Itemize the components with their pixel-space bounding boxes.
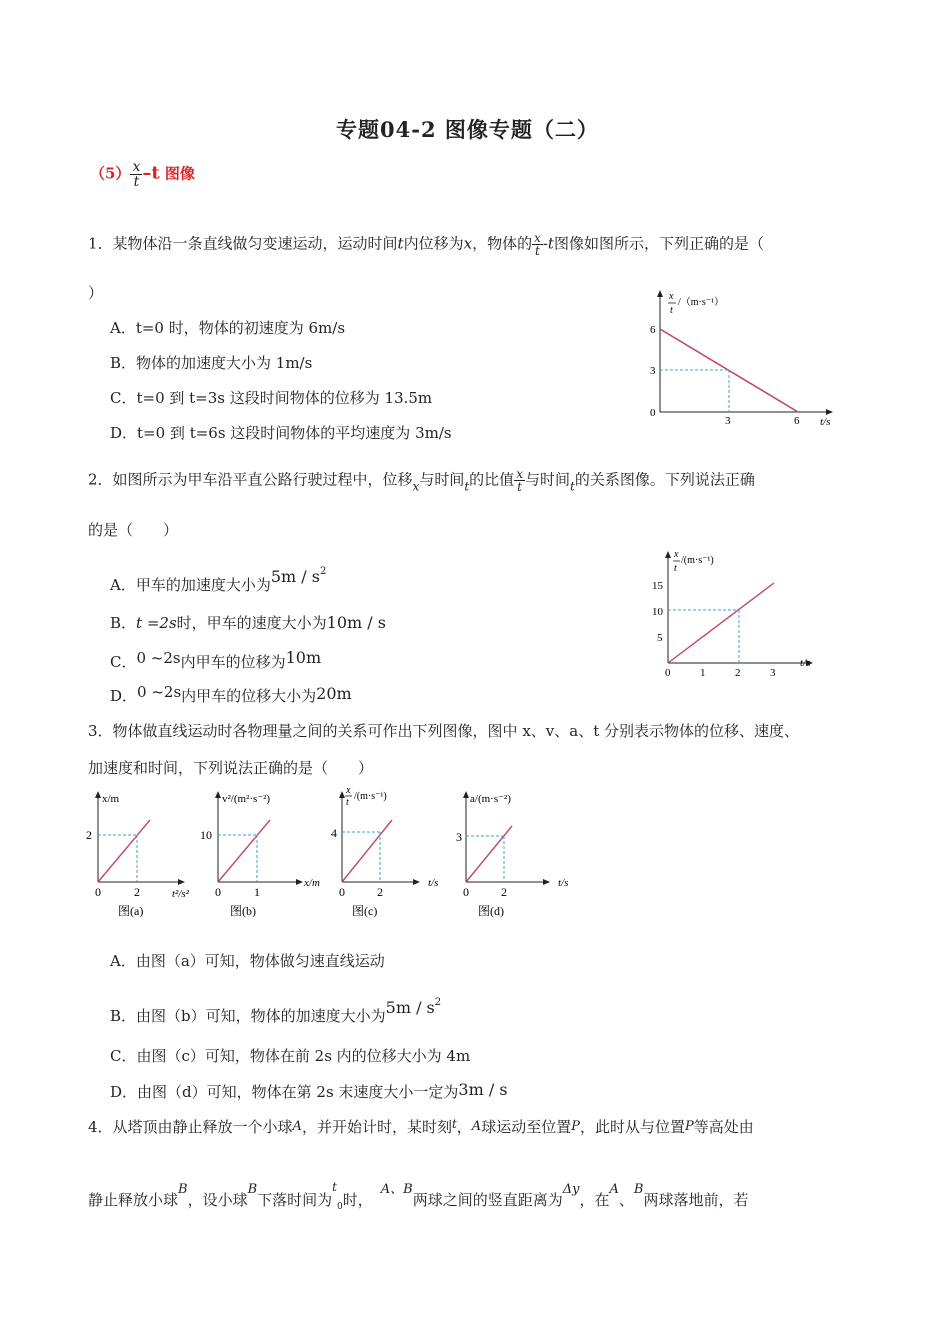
q3-option-b: B．由图（b）可知，物体的加速度大小为$5m / s^2$ <box>110 997 442 1025</box>
q1-option-a: A．t=0 时，物体的初速度为 6m/s <box>110 319 346 337</box>
fig1-xtick: 6 <box>794 415 800 427</box>
fig3c-ylabel-den: t <box>346 797 349 808</box>
fig3a <box>86 791 190 918</box>
q3-stem-line2: 加速度和时间，下列说法正确的是（ ） <box>88 759 374 777</box>
fig3c-xtick: 0 <box>339 885 345 899</box>
q3-figures <box>80 782 580 922</box>
fig1-ylabel-num: x <box>669 291 674 302</box>
q1-fraction: $\frac{x}{t}$ <box>534 231 541 258</box>
fig2-xtick: 0 <box>665 667 671 679</box>
q1-close: ） <box>88 284 104 302</box>
q2-option-c: C．0 ~2s内甲车的位移为10m <box>110 648 322 671</box>
fig3c-ylabel: /(m·s⁻¹) <box>354 791 387 802</box>
fig3a-ylabel: x/m <box>102 793 120 805</box>
fig3c <box>331 785 438 918</box>
fig3d-xtick: 0 <box>463 885 469 899</box>
fig3c-caption: 图(c) <box>352 904 378 918</box>
fig3d-line <box>466 826 512 882</box>
fig2-ylabel-den: t <box>674 563 677 574</box>
fig3a-caption: 图(a) <box>118 904 144 918</box>
fig3b-caption: 图(b) <box>230 904 256 918</box>
fig3c-ylabel-num: x <box>346 785 351 796</box>
fig3a-xtick: 2 <box>134 885 140 899</box>
section-prefix: （5） <box>90 164 131 183</box>
fig3d-xtick: 2 <box>501 885 507 899</box>
section-suffix: –t <box>142 162 160 184</box>
fig2-ytick: 10 <box>652 606 663 618</box>
fig2-ylabel-num: x <box>674 549 679 560</box>
fig3b-ylabel: v²/(m²·s⁻²) <box>222 793 271 805</box>
fig3a-xlabel: t²/s² <box>172 888 189 900</box>
q2-option-a: A．甲车的加速度大小为$5m / s^2$ <box>110 566 327 594</box>
fig3b-line <box>218 820 270 882</box>
q2-fraction: $\frac{x}{t}$ <box>516 467 523 494</box>
section-heading <box>90 160 195 189</box>
fig2-xtick: 3 <box>770 667 776 679</box>
fig1-ylabel-den: t <box>670 305 673 316</box>
fig3c-xlabel: t/s <box>428 877 439 889</box>
fig1-xlabel: t/s <box>820 416 831 428</box>
q4-line2: 静止释放小球B，设小球B下落时间为$^t_0$时，A、B两球之间的竖直距离为Δy，在A、B两球落地前，若 <box>88 1180 749 1212</box>
fig3d-xlabel: t/s <box>558 877 569 889</box>
fig3b-ytick: 10 <box>200 828 212 842</box>
fig1-ytick: 6 <box>650 324 656 336</box>
q3-option-a: A．由图（a）可知，物体做匀速直线运动 <box>110 952 385 970</box>
q2-option-b: B．t =2s时，甲车的速度大小为10m / s <box>110 613 386 632</box>
fig3c-xtick: 2 <box>377 885 383 899</box>
q1-figure <box>640 285 840 430</box>
q2-stem: 2．如图所示为甲车沿平直公路行驶过程中，位移$_x$与时间$_t$的比值 $\frac{x}{t}$ 与时间$_t$的关系图像。下列说法正确 <box>88 467 755 494</box>
fig2-xtick: 1 <box>700 667 706 679</box>
fig3d-ytick: 3 <box>456 830 462 844</box>
fig2-xlabel: t/s <box>800 657 811 669</box>
q2-figure <box>648 545 828 680</box>
fig1-ytick: 0 <box>650 407 656 419</box>
fig3b <box>200 791 320 918</box>
fig3a-ytick: 2 <box>86 828 92 842</box>
fig3b-xtick: 1 <box>254 885 260 899</box>
q2-option-d: D．0 ~2s内甲车的位移大小为20m <box>110 683 352 705</box>
q1-option-d: D．t=0 到 t=6s 这段时间物体的平均速度为 3m/s <box>110 424 452 442</box>
q1-option-b: B．物体的加速度大小为 1m/s <box>110 354 313 372</box>
fig3b-xlabel: x/m <box>304 877 320 889</box>
section-fraction: $\frac{x}{t}$ <box>132 159 141 190</box>
q3-option-d: D．由图（d）可知，物体在第 2s 末速度大小一定为3m / s <box>110 1080 508 1101</box>
fig1-xtick: 3 <box>725 415 731 427</box>
q4-line1: 4．从塔顶由静止释放一个小球A，并开始计时，某时刻$^t$，A球运动至位置P，此时从与位置P等高处由 <box>88 1117 754 1136</box>
fig2-ytick: 5 <box>657 632 663 644</box>
fig2-xtick: 2 <box>735 667 741 679</box>
section-tail: 图像 <box>159 164 195 183</box>
q2-line2: 的是（ ） <box>88 521 179 539</box>
q3-stem: 3．物体做直线运动时各物理量之间的关系可作出下列图像，图中 x、v、a、t 分别表示物体的位移、速度、 <box>88 722 799 740</box>
fig3c-line <box>342 820 392 882</box>
q3-option-c: C．由图（c）可知，物体在前 2s 内的位移大小为 4m <box>110 1047 471 1065</box>
fig3d-caption: 图(d) <box>478 904 504 918</box>
fig2-data-line <box>668 583 774 663</box>
fig3a-xtick: 0 <box>95 885 101 899</box>
fig3b-xtick: 0 <box>215 885 221 899</box>
fig1-ytick: 3 <box>650 365 656 377</box>
page-title: 专题04-2 图像专题（二） <box>336 117 599 142</box>
q1-option-c: C．t=0 到 t=3s 这段时间物体的位移为 13.5m <box>110 389 433 407</box>
fig3d <box>456 791 568 918</box>
fig3d-ylabel: a/(m·s⁻²) <box>470 793 511 805</box>
fig2-ytick: 15 <box>652 580 663 592</box>
fig2-ylabel-unit: /(m·s⁻¹) <box>681 555 714 566</box>
q1-stem: 1．某物体沿一条直线做匀变速运动，运动时间t内位移为x，物体的 $\frac{x}{t}$ -t图像如图所示，下列正确的是（ <box>88 231 764 258</box>
fig3c-ytick: 4 <box>331 826 337 840</box>
fig3a-line <box>98 820 150 882</box>
fig1-ylabel-unit: /（m·s⁻¹） <box>678 297 725 308</box>
